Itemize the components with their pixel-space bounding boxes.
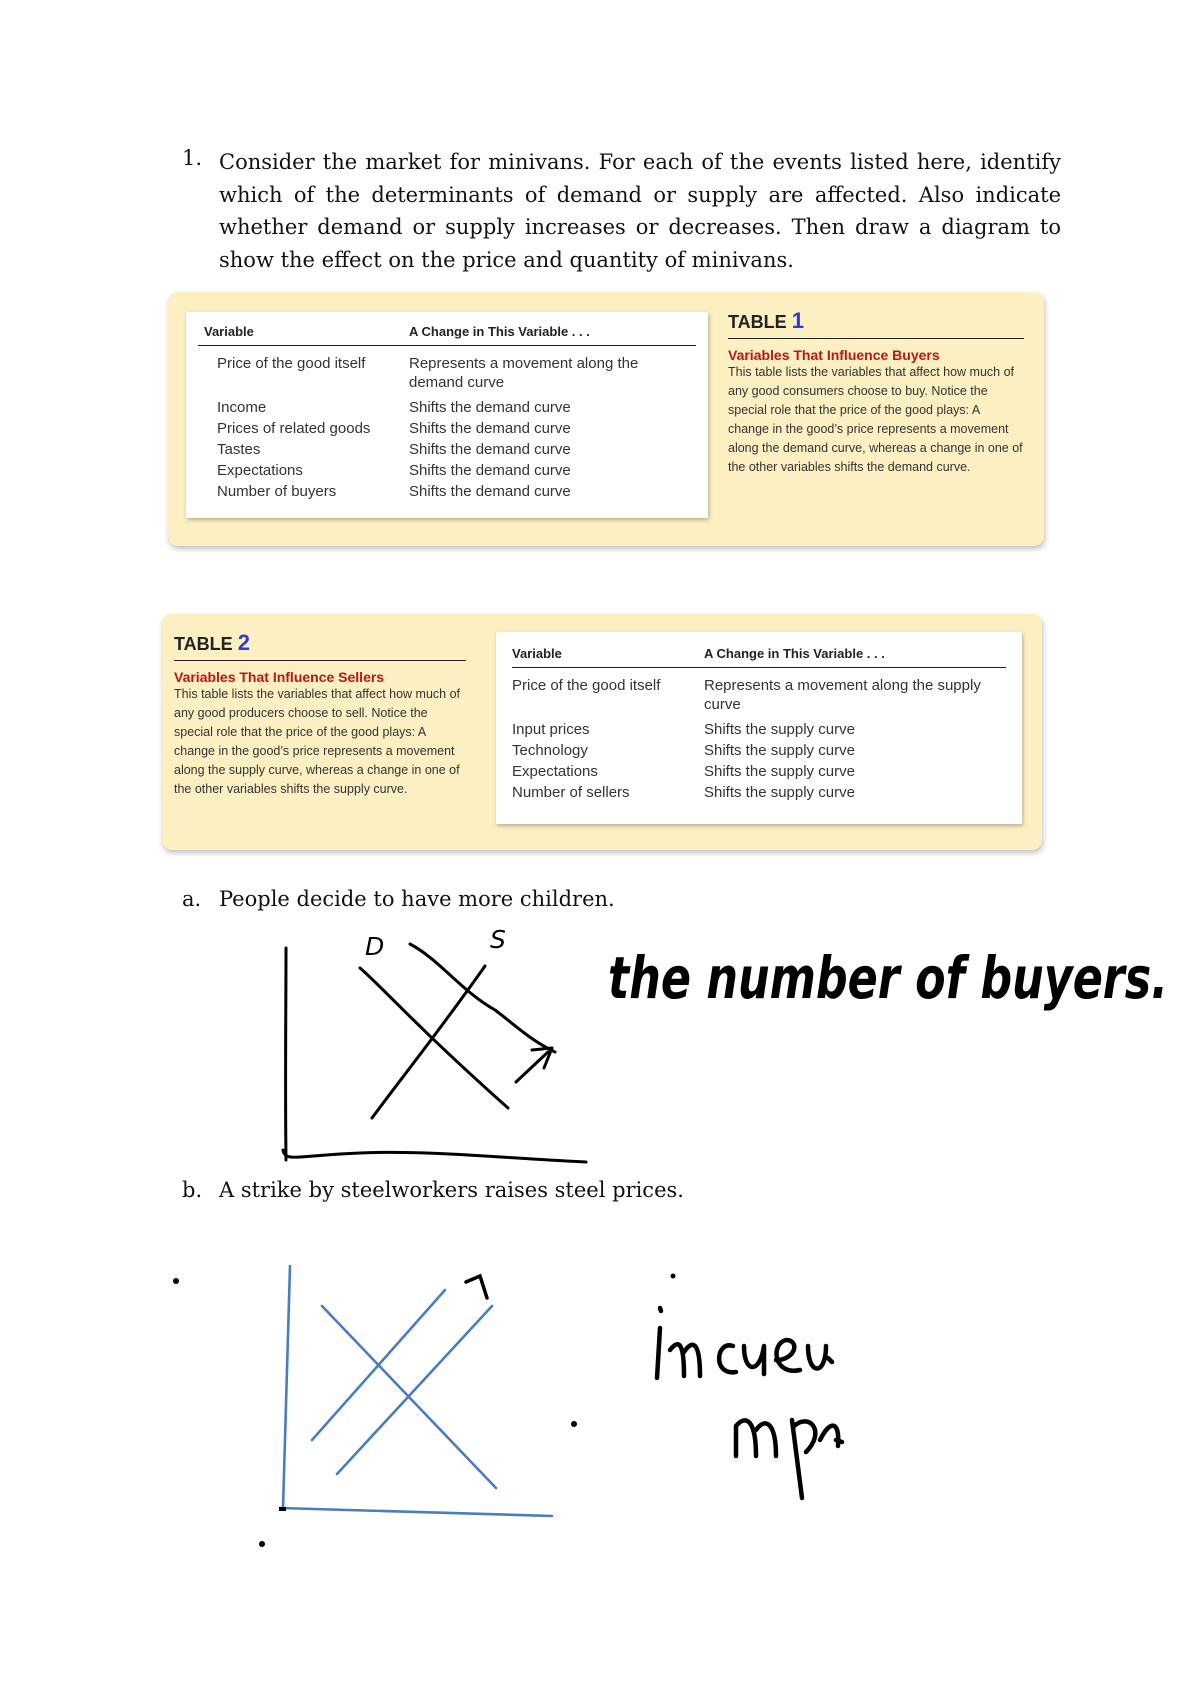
table2-cell: Input prices	[512, 721, 590, 738]
stray-dot	[259, 1541, 265, 1547]
part-a-text: People decide to have more children.	[219, 887, 615, 911]
part-a-label: a.	[182, 887, 202, 911]
part-b-label: b.	[182, 1178, 203, 1202]
table1-cell: Tastes	[217, 441, 261, 458]
sketch-b-price-axis	[283, 1266, 290, 1508]
table1-cell: Shifts the demand curve	[409, 483, 571, 500]
sketch-b-shift-arrow	[466, 1276, 487, 1298]
table2-cell: Number of sellers	[512, 784, 630, 801]
table2-number: 2	[237, 630, 250, 655]
table1-cell: Shifts the demand curve	[409, 399, 571, 416]
table1-header-change: A Change in This Variable . . .	[409, 324, 696, 346]
table2-subtitle: Variables That Influence Sellers	[174, 669, 385, 685]
table1-label: TABLE	[728, 312, 787, 332]
stray-dot	[571, 1421, 577, 1427]
table2-caption: This table lists the variables that affect how much of any good producers choose to sell. Notice the special role that the price of the good plays: A change in the good’s price represents a movement along the supply curve, whereas a change in one of the other variables shifts the supply curve.	[174, 687, 461, 796]
sketch-a	[283, 944, 586, 1162]
sketch-a-demand-label: D	[365, 932, 385, 961]
table1-subtitle: Variables That Influence Buyers	[728, 347, 940, 363]
sketch-a-shift-arrow	[516, 1048, 552, 1082]
table2-cell: Expectations	[512, 763, 598, 780]
table1-cell: Number of buyers	[217, 483, 337, 500]
table1-number: 1	[791, 308, 804, 333]
table1-cell: Shifts the demand curve	[409, 462, 571, 479]
table1-cell: Prices of related goods	[217, 420, 371, 437]
sketch-a-supply-label: S	[490, 925, 506, 954]
table2-cell: Represents a movement along the supply curve	[704, 677, 981, 713]
answer-a-handwriting: the number of buyers.	[608, 944, 1168, 1012]
table2-cell: Price of the good itself	[512, 677, 661, 694]
table1-cell: Income	[217, 399, 267, 416]
table1-cell: Shifts the demand curve	[409, 441, 571, 458]
stray-dot	[671, 1274, 676, 1279]
sketch-a-quantity-axis	[283, 1150, 586, 1162]
table1-header-variable: Variable	[198, 324, 409, 346]
sketch-b-new-supply-curve	[337, 1306, 492, 1474]
question-number: 1.	[182, 146, 203, 170]
sketch-b	[280, 1266, 552, 1516]
sketch-b-quantity-axis	[280, 1508, 552, 1516]
table1-cell: Shifts the demand curve	[409, 420, 571, 437]
stray-dot	[173, 1278, 179, 1284]
part-b-text: A strike by steelworkers raises steel prices.	[219, 1178, 684, 1202]
table1-cell: Price of the good itself	[217, 355, 366, 372]
question-text: Consider the market for minivans. For each of the events listed here, identify which of the determinants of demand or supply are affected. Also indicate whether demand or supply increases or decreases. Then draw a diagram to show the effect on the price and quantity of minivans.	[219, 150, 1061, 272]
table2-cell: Shifts the supply curve	[704, 784, 855, 801]
sketch-a-supply-curve	[372, 966, 485, 1118]
table2-cell: Shifts the supply curve	[704, 742, 855, 759]
table2-cell: Technology	[512, 742, 588, 759]
table2-header-change: A Change in This Variable . . .	[704, 646, 1006, 668]
table1-cell: Represents a movement along the demand curve	[409, 355, 639, 391]
table2-header-variable: Variable	[512, 646, 704, 668]
sketch-b-supply-curve	[312, 1290, 445, 1440]
table1-cell: Expectations	[217, 462, 303, 479]
table1-caption: This table lists the variables that affect how much of any good consumers choose to buy. Notice the special role that the price of the good plays: A change in the good’s price represents a movement along the demand curve, whereas a change in one of the other variables shifts the demand curve.	[728, 365, 1023, 474]
answer-b-handwriting-scribble	[657, 1308, 842, 1498]
table2-label: TABLE	[174, 634, 233, 654]
table2-cell: Shifts the supply curve	[704, 763, 855, 780]
table2-cell: Shifts the supply curve	[704, 721, 855, 738]
